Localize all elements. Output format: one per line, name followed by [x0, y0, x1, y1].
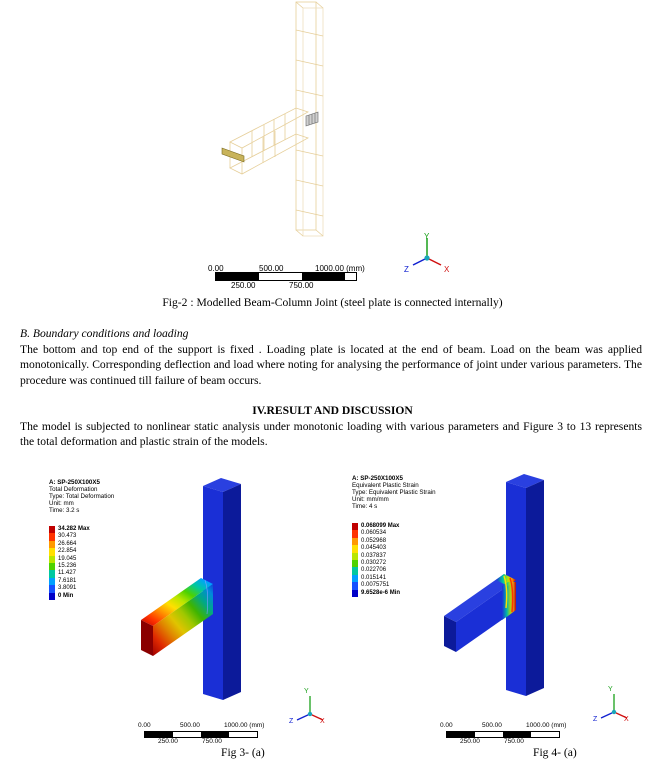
fig3-legend-label: 19.045: [58, 555, 77, 562]
fig2-scale-750: 750.00: [289, 281, 314, 290]
fig3-scale-bar: [144, 731, 258, 738]
fig4-axis-z-label: Z: [593, 716, 598, 723]
fig4-legend-label: 0.022706: [361, 567, 387, 574]
fig4-legend-label: 9.6528e-6 Min: [361, 589, 401, 596]
fig3-legend-swatch: [49, 570, 55, 577]
fig2-scale-0: 0.00: [208, 264, 224, 273]
fig4-legend-swatch: [352, 567, 358, 574]
fig2-axis-z-label: Z: [404, 265, 409, 274]
fig4-header-result: Equivalent Plastic Strain: [352, 482, 419, 489]
fig4-scale-250: 250.00: [460, 738, 480, 745]
section-b-heading: B. Boundary conditions and loading: [20, 327, 189, 340]
fig4-header-time: Time: 4 s: [352, 503, 378, 510]
fig3-legend-swatch: [49, 585, 55, 592]
fig3-model: [135, 474, 245, 704]
fig3-header-time: Time: 3.2 s: [49, 507, 80, 514]
fig3-legend-swatch: [49, 526, 55, 533]
fig4-scale-1000: 1000.00 (mm): [526, 722, 567, 729]
fig4-header-title: A: SP-250X100X5: [352, 475, 403, 482]
fig4-legend-label: 0.068099 Max: [361, 523, 400, 529]
fig3-axis-x-label: X: [320, 718, 325, 725]
fig4-legend-swatch: [352, 553, 358, 560]
loading-plate: [222, 148, 244, 162]
fig4-legend-swatch: [352, 560, 358, 567]
fig4-scale-500: 500.00: [482, 722, 502, 729]
fig4-axis-x-label: X: [624, 716, 629, 723]
fig4-header-unit: Unit: mm/mm: [352, 496, 389, 503]
fig3-legend-label: 34.282 Max: [58, 526, 90, 532]
fig4-legend-swatch: [352, 575, 358, 582]
fig3-legend-label: 7.6181: [58, 577, 77, 584]
fig4-legend-label: 0.0075751: [361, 582, 390, 589]
section-iv-body: The model is subjected to nonlinear static analysis under monotonic loading with various parameters and Figure 3 to 13 represents the total deformation and plastic strain of the models.: [20, 420, 642, 449]
fig2-scale-bar: [215, 272, 357, 281]
fig4-legend-label: 0.037837: [361, 552, 387, 559]
fig3-axis-triad: [290, 690, 334, 726]
fig4-legend-swatch: [352, 523, 358, 530]
fig4-caption: Fig 4- (a): [533, 746, 577, 759]
fig4-legend-swatch: [352, 590, 358, 597]
fig4-legend-label: 0.052968: [361, 537, 387, 544]
fig4-model: [438, 470, 548, 700]
fig3-header-title: A: SP-250X100X5: [49, 479, 100, 486]
fig3-legend-label: 22.854: [58, 548, 77, 555]
fig3-legend-swatch: [49, 578, 55, 585]
fig2-scale-1000: 1000.00 (mm): [315, 264, 365, 273]
fig3-legend-label: 15.236: [58, 563, 77, 569]
fig3-caption: Fig 3- (a): [221, 746, 265, 759]
fig4-legend-label: 0.030272: [361, 560, 387, 566]
fig3-legend-label: 3.8091: [58, 585, 77, 592]
fig2-scale-250: 250.00: [231, 281, 256, 290]
fig3-legend-swatch: [49, 541, 55, 548]
fig3-scale-750: 750.00: [202, 738, 222, 745]
fig4-scale-750: 750.00: [504, 738, 524, 745]
fig3-legend-swatch: [49, 556, 55, 563]
fig3-header-result: Total Deformation: [49, 486, 98, 493]
fig3-scale-500: 500.00: [180, 722, 200, 729]
fig2-model: [210, 0, 350, 240]
fig2-scale-500: 500.00: [259, 264, 284, 273]
fig3-legend-swatch: [49, 533, 55, 540]
fig3-legend-swatch: [49, 563, 55, 570]
fig4-legend-label: 0.015141: [361, 574, 387, 581]
fig4-scale-0: 0.00: [440, 722, 453, 729]
section-b-body: The bottom and top end of the support is fixed . Loading plate is located at the end of beam. Load on the beam was applied monotonically. Corresponding deflection and load where noting for analysing the performance of joint under various parameters. The procedure was continued till failure of beam occurs.: [20, 343, 642, 387]
fig3-header-unit: Unit: mm: [49, 500, 74, 507]
fig3-axis-y-label: Y: [304, 688, 309, 695]
fig4-legend-swatch: [352, 538, 358, 545]
fig3-scale-250: 250.00: [158, 738, 178, 745]
fig4-scale-bar: [446, 731, 560, 738]
fig2-caption: Fig-2 : Modelled Beam-Column Joint (steel plate is connected internally): [162, 296, 503, 309]
fig4-legend-label: 0.060534: [361, 530, 387, 537]
section-iv-heading: IV.RESULT AND DISCUSSION: [252, 404, 413, 417]
fig3-legend-label: 0 Min: [58, 592, 74, 599]
fig4-legend-label: 0.045403: [361, 545, 387, 552]
fig2-axis-x-label: X: [444, 265, 450, 274]
fig3-axis-z-label: Z: [289, 718, 294, 725]
fig3-legend-swatch: [49, 548, 55, 555]
fig3-scale-0: 0.00: [138, 722, 151, 729]
fig3-legend-swatch: [49, 593, 55, 600]
fig4-legend-swatch: [352, 530, 358, 537]
fig2-axis-y-label: Y: [424, 232, 430, 241]
fig4-legend-swatch: [352, 545, 358, 552]
fig4-legend-swatch: [352, 582, 358, 589]
fig4-header-type: Type: Equivalent Plastic Strain: [352, 489, 436, 496]
fig3-legend-label: 26.664: [58, 540, 77, 547]
fig3-header-type: Type: Total Deformation: [49, 493, 115, 500]
fig3-legend-label: 30.473: [58, 533, 77, 540]
fig4-axis-y-label: Y: [608, 686, 613, 693]
fig4-axis-triad: [594, 688, 638, 724]
fig3-legend-label: 11.427: [58, 570, 76, 577]
fig3-scale-1000: 1000.00 (mm): [224, 722, 265, 729]
